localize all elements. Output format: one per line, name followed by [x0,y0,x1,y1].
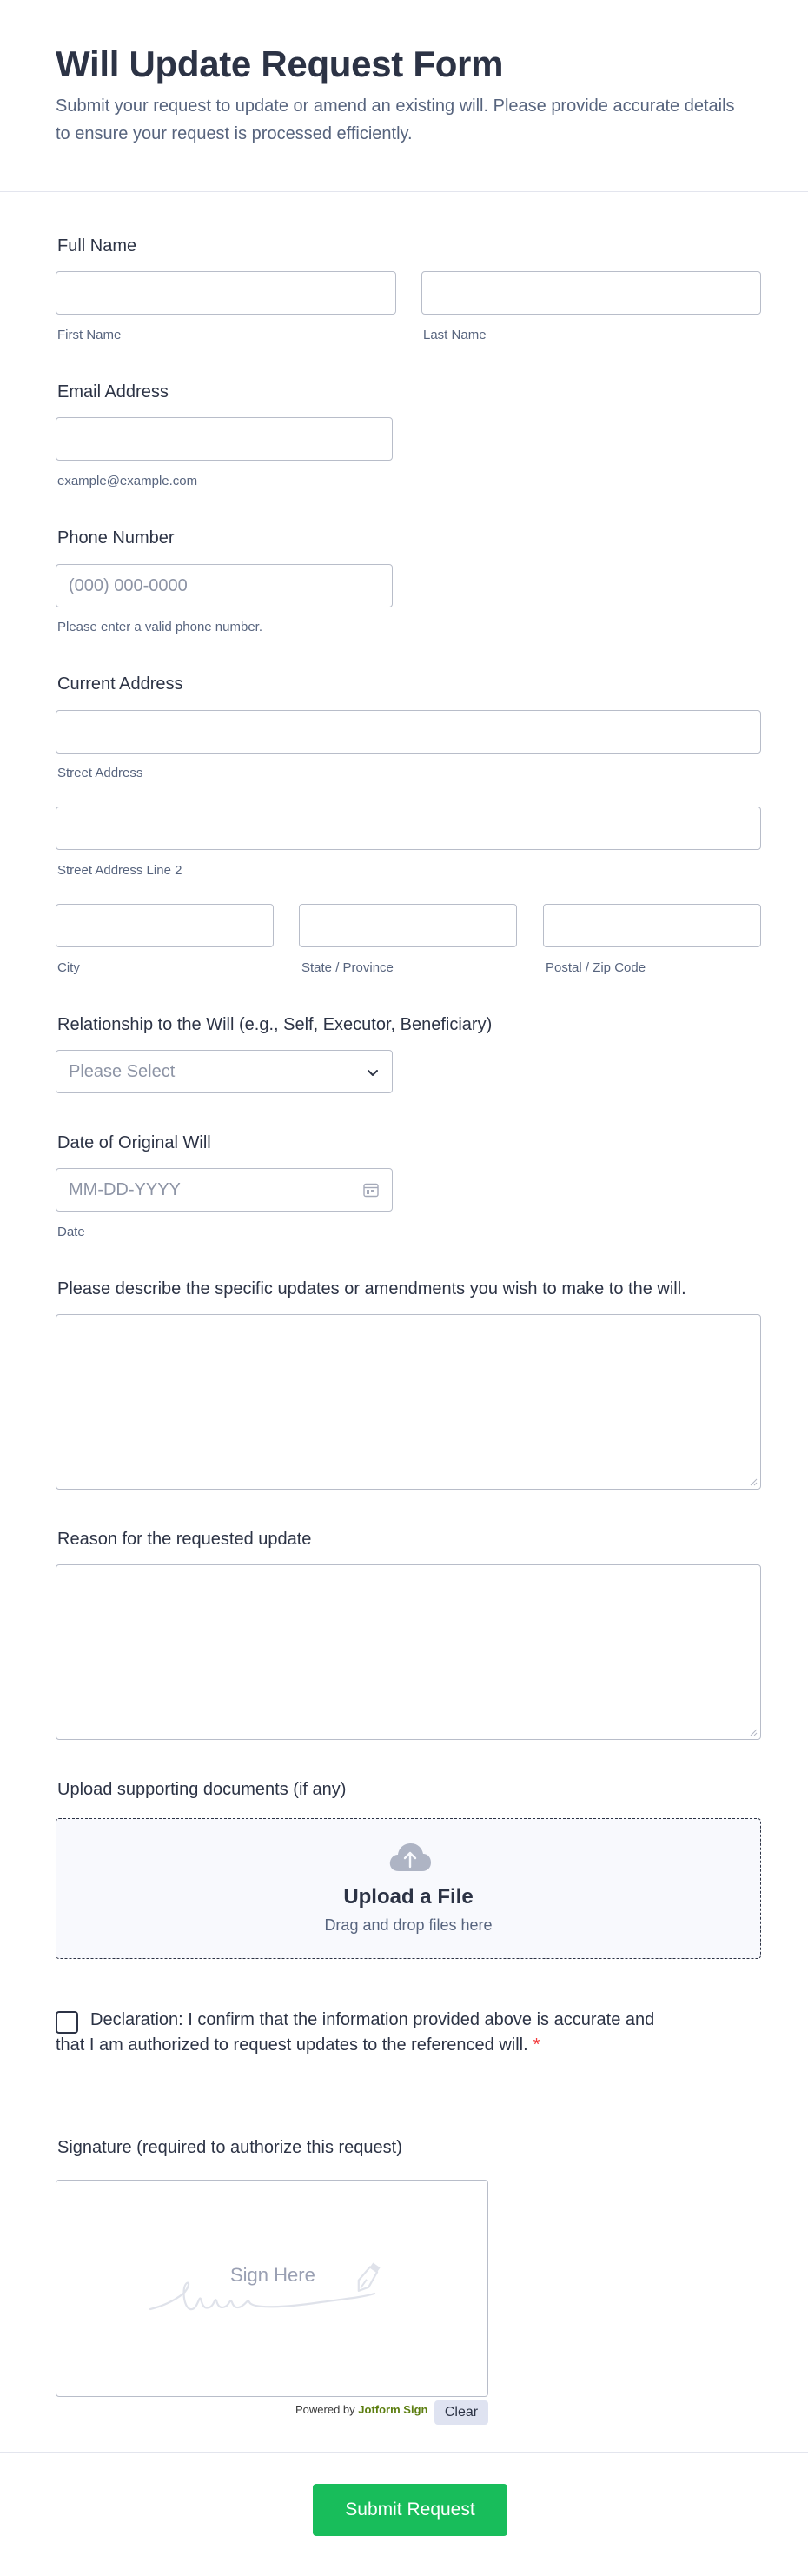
upload-label: Upload supporting documents (if any) [57,1780,347,1799]
upload-title: Upload a File [343,1885,474,1909]
submit-button[interactable]: Submit Request [313,2484,507,2536]
file-upload-dropzone[interactable] [56,1818,761,1959]
phone-input[interactable] [56,564,393,607]
declaration-label: Declaration: I confirm that the information provided above is accurate and that I am authorized to request updates to the referenced will. [56,2010,655,2055]
will-date-placeholder: MM-DD-YYYY [69,1180,181,1199]
email-label: Email Address [57,382,169,402]
required-mark: * [533,2035,540,2055]
email-input[interactable] [56,417,393,461]
phone-sublabel: Please enter a valid phone number. [57,620,262,634]
declaration-text [56,2008,681,2058]
resize-grip-icon[interactable] [749,1728,758,1736]
resize-grip-icon[interactable] [749,1477,758,1486]
updates-label: Please describe the specific updates or amendments you wish to make to the will. [57,1279,686,1298]
city-sublabel: City [57,960,80,975]
zip-sublabel: Postal / Zip Code [546,960,646,975]
first-name-input[interactable] [56,271,396,315]
will-date-input[interactable] [56,1168,393,1212]
chevron-down-icon [366,1066,380,1079]
city-input[interactable] [56,904,274,947]
form-subtitle: Submit your request to update or amend an existing will. Please provide accurate details to ensure your request is processed efficiently. [56,96,735,143]
powered-prefix: Powered by [295,2403,355,2416]
address-label: Current Address [57,674,183,694]
form-title: Will Update Request Form [56,43,504,84]
street-address-sublabel: Street Address [57,766,143,780]
state-sublabel: State / Province [301,960,394,975]
street-address-input[interactable] [56,710,761,754]
relationship-selected-value: Please Select [69,1062,176,1081]
form-header [0,0,808,192]
relationship-select[interactable] [56,1050,393,1093]
street-address-line2-input[interactable] [56,807,761,850]
email-sublabel: example@example.com [57,474,198,488]
last-name-input[interactable] [421,271,761,315]
first-name-sublabel: First Name [57,328,122,342]
street-address-line2-sublabel: Street Address Line 2 [57,863,182,878]
full-name-label: Full Name [57,236,137,256]
upload-subtitle: Drag and drop files here [324,1916,493,1934]
powered-by-text [295,2403,427,2416]
will-date-label: Date of Original Will [57,1133,211,1152]
phone-label: Phone Number [57,528,175,548]
will-date-sublabel: Date [57,1225,85,1239]
powered-brand: Jotform Sign [358,2403,428,2416]
updates-textarea[interactable] [56,1314,761,1490]
signature-label: Signature (required to authorize this request) [57,2138,402,2157]
relationship-label: Relationship to the Will (e.g., Self, Executor, Beneficiary) [57,1015,493,1034]
reason-label: Reason for the requested update [57,1530,312,1549]
calendar-icon[interactable] [362,1181,380,1198]
state-input[interactable] [299,904,517,947]
footer-divider [0,2452,808,2453]
declaration-checkbox[interactable] [56,2011,78,2034]
last-name-sublabel: Last Name [423,328,487,342]
clear-signature-button[interactable]: Clear [434,2400,488,2425]
signature-pad[interactable] [56,2180,488,2397]
signature-placeholder: Sign Here [230,2264,315,2286]
reason-textarea[interactable] [56,1564,761,1740]
zip-input[interactable] [543,904,761,947]
cloud-upload-icon [388,1842,432,1873]
